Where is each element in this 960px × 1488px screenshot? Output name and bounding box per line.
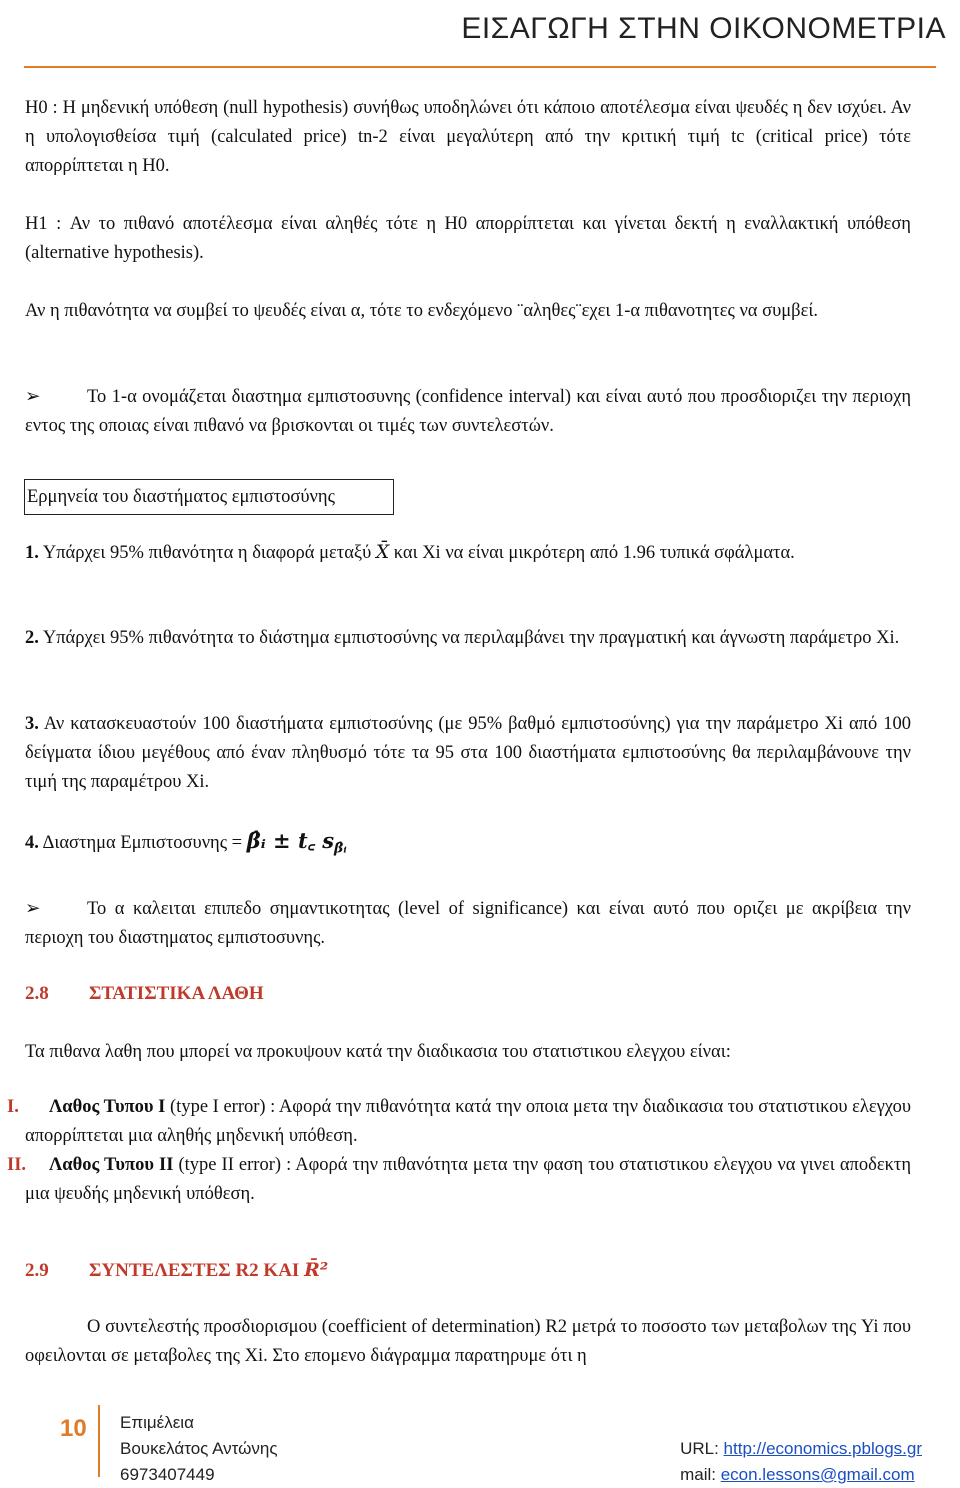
section-heading-2-9: [25, 1259, 328, 1282]
r-bar-squared-symbol: R̄²: [304, 1259, 329, 1281]
boxed-section-title: Ερμηνεία του διαστήματος εμπιστοσύνης: [24, 479, 394, 515]
item-number: 2.: [25, 628, 39, 648]
item-text: Υπάρχει 95% πιθανότητα η διαφορά μεταξύ: [42, 543, 372, 563]
error-text: (type II error) : Αφορά την πιθανότητα μετα την φαση του στατιστικου ελεγχου να γινει αποδεκτη μια ψευδής μηδενική υπόθεση.: [25, 1155, 912, 1204]
paragraph-h1: H1 : Αν το πιθανό αποτέλεσμα είναι αληθές τότε η H0 απορρίπτεται και γίνεται δεκτή η εναλλακτική υπόθεση (alternative hypothesis).: [25, 214, 911, 263]
page-header-title: ΕΙΣΑΓΩΓΗ ΣΤΗΝ ΟΙΚΟΝΟΜΕΤΡΙΑ: [461, 12, 946, 45]
header-divider: [24, 66, 936, 68]
error-title: Λαθος Τυπου ΙΙ: [49, 1155, 174, 1175]
footer-divider: [98, 1405, 100, 1477]
list-item-4: [25, 826, 911, 864]
error-text: (type I error) : Αφορά την πιθανότητα κατά την οποια μετα την διαδικασια του στατιστικου ελεγχου απορρίπτεται μια αληθής μηδενική υπόθεση.: [25, 1097, 912, 1146]
bullet-arrow-icon: ➢: [25, 899, 41, 919]
roman-numeral: I.: [7, 1097, 19, 1117]
website-link[interactable]: http://economics.pblogs.gr: [723, 1439, 922, 1458]
paragraph-probability: Αν η πιθανότητα να συμβεί το ψευδές είναι α, τότε το ενδεχόμενο ¨αληθες¨εχει 1-α πιθανοτητες να συμβεί.: [25, 301, 818, 321]
item-number: 3.: [25, 714, 39, 734]
confidence-formula: β̂ᵢ ± t꜀ s: [246, 828, 335, 853]
paragraph-errors-intro: Τα πιθανα λαθη που μπορεί να προκυψουν κατά την διαδικασια του στατιστικου ελεγχου είναι:: [25, 1042, 731, 1062]
section-heading-2-8: [25, 983, 264, 1005]
list-item-2: [25, 624, 911, 653]
item-number: 4.: [25, 833, 39, 853]
heading-number: 2.9: [25, 1260, 49, 1281]
x-bar-symbol: X̄: [375, 542, 390, 563]
footer-contact-block: [680, 1436, 922, 1488]
item-text: Διαστημα Εμπιστοσυνης =: [42, 833, 243, 853]
footer-author: Βουκελάτος Αντώνης: [120, 1439, 278, 1458]
heading-text: ΣΥΝΤΕΛΕΣΤΕΣ R2 ΚΑΙ: [89, 1260, 300, 1281]
email-link[interactable]: econ.lessons@gmail.com: [720, 1465, 915, 1484]
heading-number: 2.8: [25, 983, 49, 1004]
item-text: Αν κατασκευαστούν 100 διαστήματα εμπιστοσύνης (με 95% βαθμό εμπιστοσύνης) για την παράμετρο Xi από 100 δείγματα ίδιου μεγέθους από έναν πληθυσμό τότε τα 95 στα 100 διαστήματα εμπιστοσύνης θα περιλαμβάνουνε την τιμή της παραμέτρου Xi.: [25, 714, 911, 792]
page-number: 10: [60, 1415, 87, 1442]
mail-label: mail:: [680, 1465, 716, 1484]
paragraph-r2: Ο συντελεστής προσδιορισμου (coefficient of determination) R2 μετρά το ποσοστο των μεταβολων της Yi που οφειλονται σε μεταβολες της Xi. Στο επομενο διάγραμμα παρατηρυμε ότι η: [25, 1317, 911, 1366]
list-item-1: [25, 538, 911, 568]
footer-author-block: [120, 1410, 278, 1488]
error-type-1: [7, 1093, 912, 1151]
list-item-3: [25, 710, 911, 797]
paragraph-h0: H0 : Η μηδενική υπόθεση (null hypothesis) συνήθως υποδηλώνει ότι κάποιο αποτέλεσμα είναι ψευδές η δεν ισχύει. Αν η υπολογισθείσα τιμή (calculated price) tn-2 είναι μεγαλύτερη από την κριτική τιμή tc (critical price) τότε απορρίπτεται η H0.: [25, 98, 911, 176]
footer-phone: 6973407449: [120, 1465, 215, 1484]
item-text: και Xi να είναι μικρότερη από 1.96 τυπικά σφάλματα.: [393, 543, 795, 563]
error-title: Λαθος Τυπου Ι: [49, 1097, 166, 1117]
heading-text: ΣΤΑΤΙΣΤΙΚΑ ΛΑΘΗ: [89, 983, 264, 1004]
significance-text: Το α καλειται επιπεδο σημαντικοτητας (level of significance) και είναι αυτό που οριζει με ακρίβεια την περιοχη του διαστηματος εμπιστοσυνης.: [25, 899, 911, 948]
roman-numeral: II.: [7, 1155, 27, 1175]
url-label: URL:: [680, 1439, 719, 1458]
item-number: 1.: [25, 543, 39, 563]
confidence-text: Το 1-α ονομάζεται διαστημα εμπιστοσυνης (confidence interval) και είναι αυτό που προσδιοριζει την περιοχη εντος της οποιας είναι πιθανό να βρισκονται οι τιμές των συντελεστών.: [25, 387, 911, 436]
error-type-2: [7, 1151, 912, 1209]
paragraph-significance: [25, 895, 911, 953]
formula-subscript: β̂ᵢ: [334, 840, 347, 857]
bullet-arrow-icon: ➢: [25, 387, 41, 407]
paragraph-confidence-interval: [25, 383, 911, 441]
footer-label: Επιμέλεια: [120, 1413, 194, 1432]
item-text: Υπάρχει 95% πιθανότητα το διάστημα εμπιστοσύνης να περιλαμβάνει την πραγματική και άγνωστη παράμετρο Xi.: [42, 628, 900, 648]
